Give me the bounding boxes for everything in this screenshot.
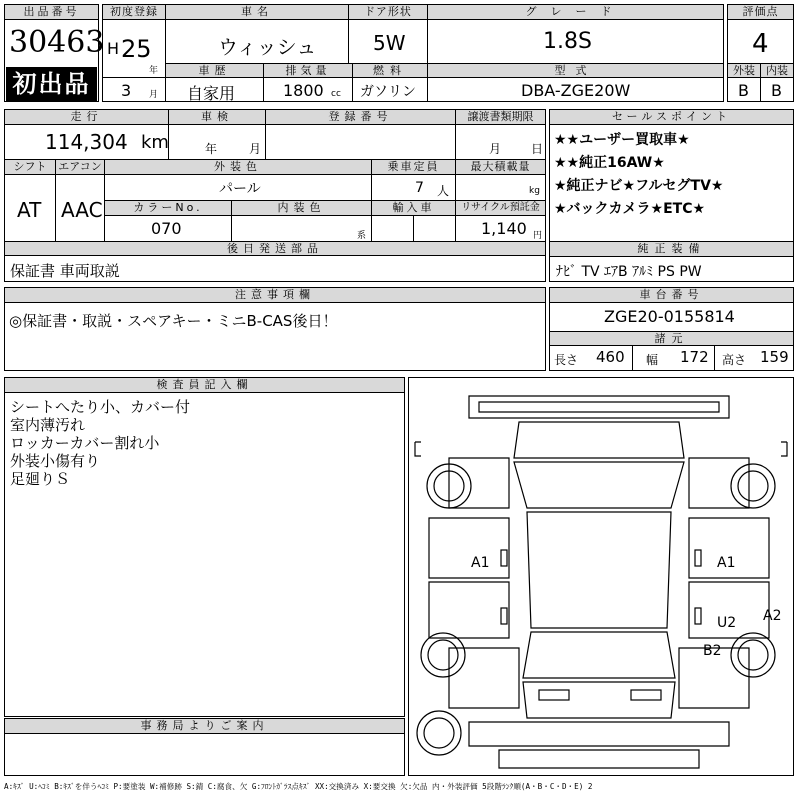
equipment: ﾅﾋﾞ TV ｴｱB ｱﾙﾐ PS PW	[556, 264, 702, 280]
color-no: 070	[151, 219, 182, 238]
damage-a1-left: A1	[471, 555, 490, 571]
fuel: ガソリン	[360, 84, 416, 100]
load-unit: kg	[529, 186, 540, 196]
damage-a2: A2	[763, 608, 782, 624]
aircon: AAC	[61, 198, 103, 222]
capacity-header: 乗車定員	[372, 160, 455, 174]
month-unit: 月	[149, 90, 159, 100]
interior-header: 内装	[761, 64, 793, 77]
office-header: 事務局よりご案内	[5, 719, 404, 734]
exterior-header: 外装	[728, 64, 760, 77]
capacity: 7	[415, 180, 424, 196]
sales-point-1: ★★ユーザー買取車★	[554, 132, 690, 148]
inspector-note-3: ロッカーカバー割れ小	[10, 434, 160, 452]
top-info-box	[102, 4, 724, 102]
ext-color-header: 外装色	[105, 160, 371, 174]
equipment-header: 純正装備	[550, 242, 793, 257]
recycle-unit: 円	[533, 231, 543, 241]
max-load-header: 最大積載量	[456, 160, 545, 174]
color-no-header: カラーNo.	[105, 201, 231, 215]
later-parts-box	[4, 255, 546, 282]
history-header: 車歴	[166, 64, 263, 77]
reg-year: 25	[121, 35, 152, 63]
damage-a1-right: A1	[717, 555, 736, 571]
chassis-header: 車台番号	[550, 288, 793, 303]
score: 4	[752, 29, 769, 59]
shift-header: シフト	[5, 160, 55, 174]
later-parts-header: 後日発送部品	[5, 242, 545, 255]
int-color-header: 内装色	[232, 201, 371, 215]
displacement-unit: cc	[331, 89, 341, 99]
length: 460	[596, 348, 625, 366]
inspector-note-1: シートへたり小、カバー付	[10, 398, 191, 416]
transfer-day-unit: 日	[531, 142, 544, 156]
equipment-box	[549, 241, 794, 282]
import-header: 輸入車	[372, 201, 455, 215]
sales-point-2: ★★純正16AW★	[554, 155, 665, 171]
fuel-header: 燃料	[353, 64, 427, 77]
model-code: DBA-ZGE20W	[521, 81, 631, 100]
recycle-fee: 1,140	[481, 219, 527, 238]
sales-points-box	[549, 109, 794, 242]
legend: A:ｷｽﾞ U:ﾍｺﾐ B:ｷｽﾞを伴うﾍｺﾐ P:要塗装 W:補修跡 S:錆 C:腐食、欠 G:ﾌﾛﾝﾄｶﾞﾗｽ点ｷｽﾞ XX:交換済み X:要交換 欠:欠品 内・外装評価 5段階ﾗﾝｸ順(A・B・C・D・E) 2	[4, 782, 593, 791]
transfer-month-unit: 月	[489, 142, 502, 156]
width: 172	[680, 348, 709, 366]
height: 159	[760, 348, 789, 366]
notes-box	[4, 287, 546, 371]
car-name: ウィッシュ	[218, 35, 317, 59]
exterior-grade: B	[738, 81, 749, 100]
door-header: ドア形状	[349, 5, 427, 20]
inspection-header: 車検	[169, 110, 265, 125]
interior-grade: B	[771, 81, 782, 100]
model-code-header: 型式	[428, 64, 723, 77]
height-label: 高さ	[722, 353, 747, 367]
displacement-header: 排気量	[264, 64, 352, 77]
first-listing-badge	[6, 67, 97, 101]
car-diagram-box	[408, 377, 794, 776]
later-parts: 保証書 車両取説	[10, 262, 120, 280]
first-reg-header: 初度登録	[103, 5, 165, 20]
door-type: 5W	[373, 31, 406, 55]
lot-number-header: 出品番号	[5, 5, 98, 20]
aircon-header: エアコン	[56, 160, 104, 174]
car-diagram	[409, 378, 793, 775]
shift: AT	[17, 198, 42, 222]
inspector-note-4: 外装小傷有り	[10, 452, 101, 470]
lot-number: 30463	[9, 25, 105, 60]
lot-number-box	[4, 4, 105, 102]
width-label: 幅	[646, 353, 659, 367]
inspector-box	[4, 377, 405, 717]
mileage: 114,304	[45, 130, 128, 154]
displacement: 1800	[283, 81, 324, 100]
mileage-unit: km	[141, 132, 169, 153]
sales-point-4: ★バックカメラ★ETC★	[554, 201, 706, 217]
chassis-box	[549, 287, 794, 371]
year-unit: 年	[149, 66, 159, 76]
sales-points-header: セールスポイント	[550, 110, 793, 125]
capacity-unit: 人	[437, 184, 450, 198]
sales-point-3: ★純正ナビ★フルセグTV★	[554, 178, 724, 194]
int-color-unit: 系	[357, 231, 367, 241]
transfer-header: 譲渡書類期限	[456, 110, 545, 125]
grade-header: グレード	[428, 5, 723, 20]
first-listing-label: 初出品	[12, 70, 91, 98]
insp-year-unit: 年	[205, 142, 218, 156]
ext-color: パール	[219, 181, 261, 197]
mileage-box	[4, 109, 546, 256]
inspector-header: 検査員記入欄	[5, 378, 404, 393]
score-header: 評価点	[728, 5, 793, 20]
score-box	[727, 4, 794, 102]
inspector-note-2: 室内薄汚れ	[10, 416, 86, 434]
length-label: 長さ	[554, 353, 579, 367]
reg-month: 3	[121, 81, 132, 100]
inspector-note-5: 足廻りＳ	[10, 470, 71, 488]
office-box	[4, 718, 405, 776]
damage-u2: U2	[717, 615, 737, 631]
car-name-header: 車名	[166, 5, 348, 20]
notes-text: ◎保証書・取説・スペアキー・ミニB-CAS後日！	[9, 312, 338, 330]
history: 自家用	[187, 84, 236, 103]
notes-header: 注意事項欄	[5, 288, 545, 303]
mileage-header: 走行	[5, 110, 168, 125]
reg-no-header: 登録番号	[266, 110, 455, 125]
insp-month-unit: 月	[249, 142, 262, 156]
recycle-header: リサイクル預託金	[456, 201, 545, 215]
era-label: H	[107, 39, 120, 58]
damage-b2: B2	[703, 643, 722, 659]
chassis-no: ZGE20-0155814	[604, 307, 735, 326]
dims-header: 諸元	[550, 332, 793, 345]
grade: 1.8S	[543, 29, 592, 54]
